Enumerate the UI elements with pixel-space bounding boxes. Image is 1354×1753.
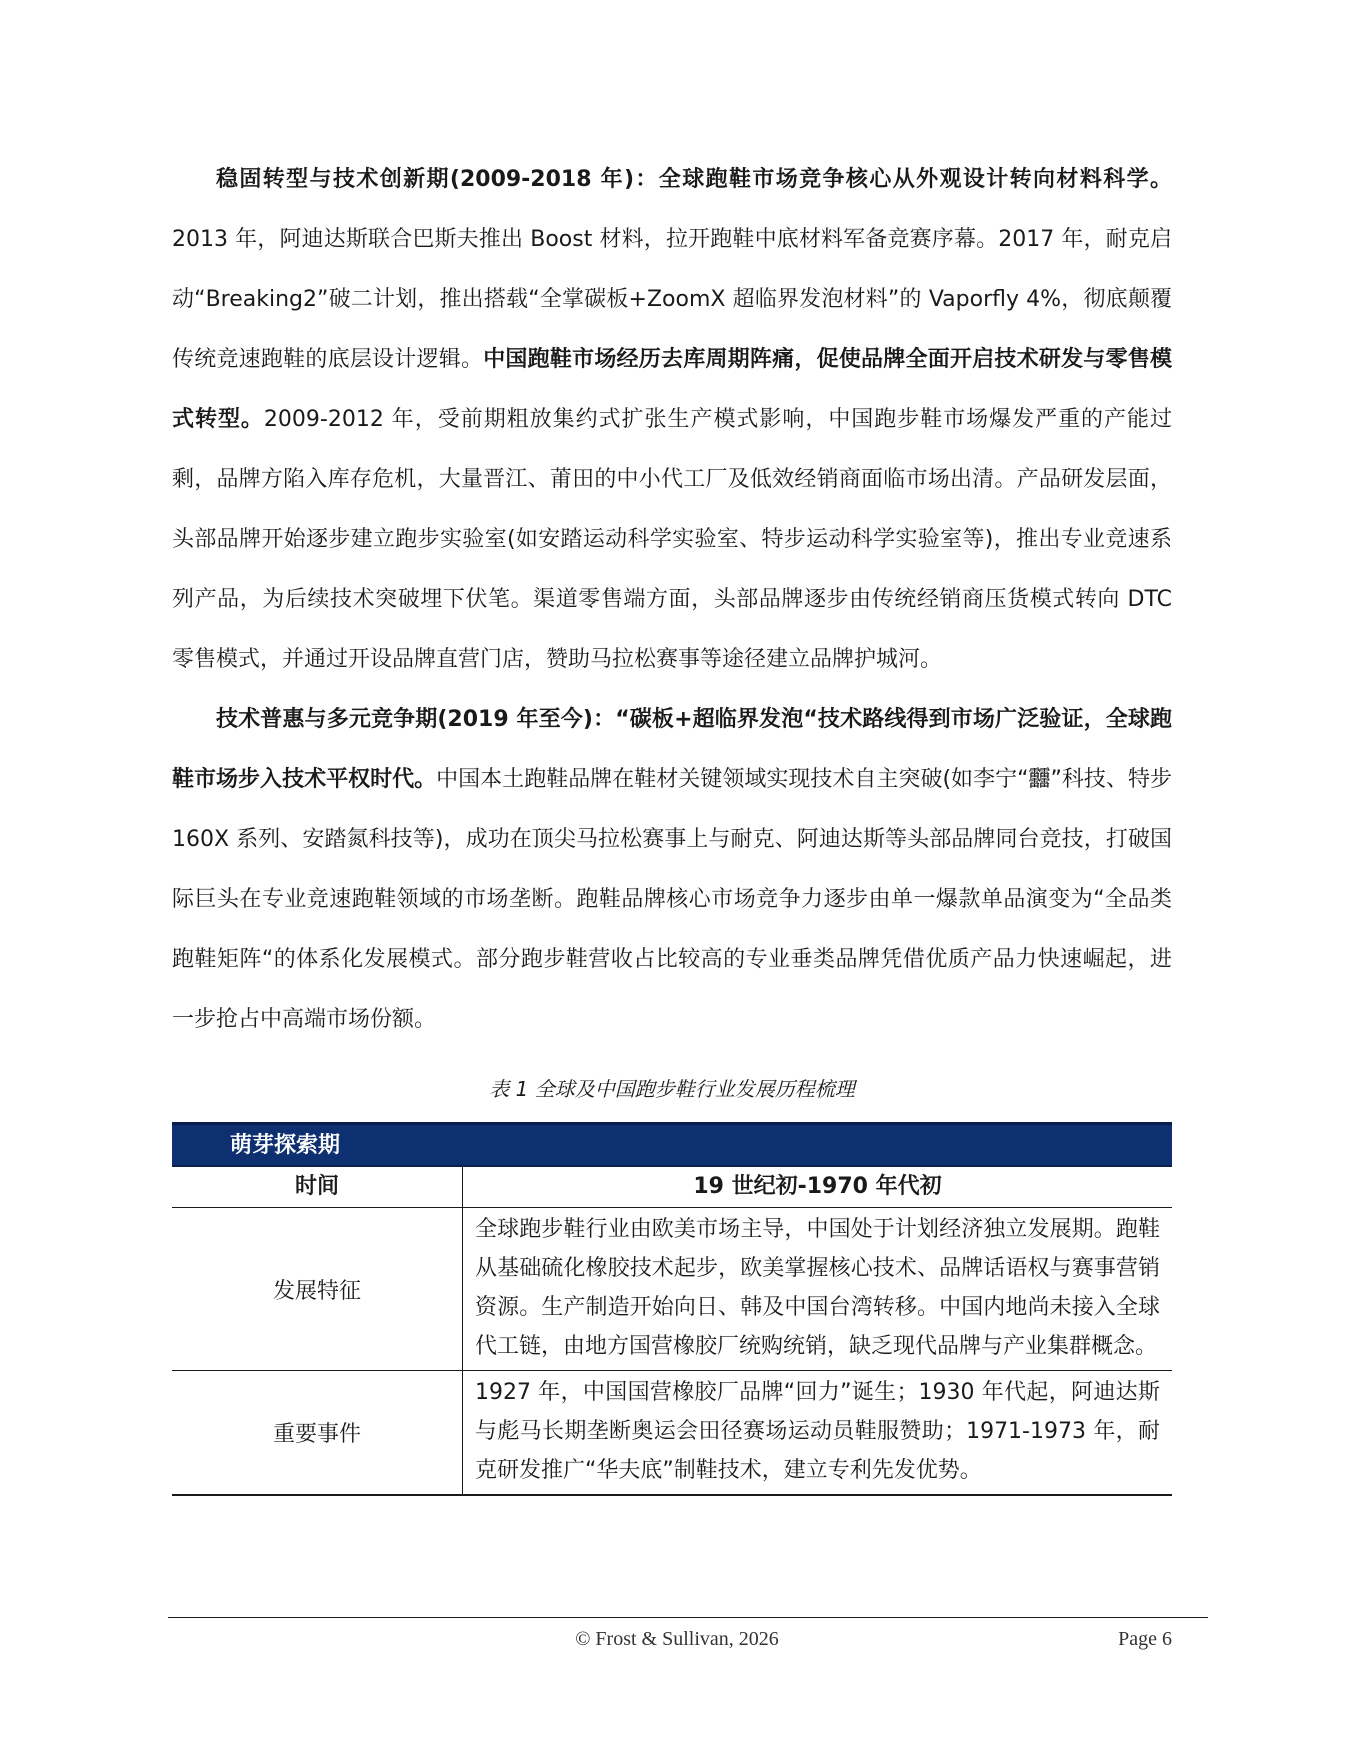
paragraph-transformation-period [172,150,1172,690]
footer-copyright: © Frost & Sullivan, 2026 [575,1628,779,1650]
row-label: 发展特征 [172,1208,463,1371]
table-caption: 表 1 全球及中国跑步鞋行业发展历程梳理 [489,1077,855,1101]
footer-page-number: Page 6 [1118,1628,1172,1650]
paragraph-lead-heading: 技术普惠与多元竞争期(2019 年至今)：“碳板+超临界发泡“技术路线得到市场广泛验证，全球跑鞋市场步入技术平权时代。 [172,707,1172,792]
footer-divider [168,1617,1208,1618]
paragraph-text: 2009-2012 年，受前期粗放集约式扩张生产模式影响，中国跑步鞋市场爆发严重的产能过剩，品牌方陷入库存危机，大量晋江、莆田的中小代工厂及低效经销商面临市场出清。产品研发层面，头部品牌开始逐步建立跑步实验室(如安踏运动科学实验室、特步运动科学实验室等)，推出专业竞速系列产品，为后续技术突破埋下伏笔。渠道零售端方面，头部品牌逐步由传统经销商压货模式转向 DTC 零售模式，并通过开设品牌直营门店，赞助马拉松赛事等途径建立品牌护城河。 [172,407,1172,672]
row-content: 全球跑步鞋行业由欧美市场主导，中国处于计划经济独立发展期。跑鞋从基础硫化橡胶技术起步，欧美掌握核心技术、品牌话语权与赛事营销资源。生产制造开始向日、韩及中国台湾转移。中国内地尚未接入全球代工链，由地方国营橡胶厂统购统销，缺乏现代品牌与产业集群概念。 [463,1208,1173,1371]
paragraph-lead-heading: 稳固转型与技术创新期(2009-2018 年)：全球跑鞋市场竞争核心从外观设计转向材料科学。 [216,167,1172,192]
row-content: 1927 年，中国国营橡胶厂品牌“回力”诞生；1930 年代起，阿迪达斯与彪马长期垄断奥运会田径赛场运动员鞋服赞助；1971-1973 年，耐克研发推广“华夫底”制鞋技术，建立专利先发优势。 [463,1371,1173,1496]
paragraph-text: 2013 年，阿迪达斯联合巴斯夫推出 Boost 材料，拉开跑鞋中底材料军备竞赛序幕。2017 年，耐克启动“Breaking2”破二计划，推出搭载“全掌碳板+ZoomX 超临界发泡材料”的 Vaporfly 4%，彻底颠覆传统竞速跑鞋的底层设计逻辑。 [172,227,1172,372]
table-row [172,1371,1172,1496]
paragraph-inline-heading: 中国跑鞋市场经历去库周期阵痛，促使品牌全面开启技术研发与零售模式转型。 [172,347,1172,432]
paragraph-tech-popularization-period [172,690,1172,1050]
row-label: 重要事件 [172,1371,463,1496]
table-column-header-row [172,1166,1172,1208]
development-history-table [172,1122,1172,1496]
column-header-time: 时间 [172,1166,463,1208]
paragraph-text: 中国本土跑鞋品牌在鞋材关键领域实现技术自主突破(如李宁“䨻”科技、特步 160X 系列、安踏氮科技等)，成功在顶尖马拉松赛事上与耐克、阿迪达斯等头部品牌同台竞技，打破国际巨头在专业竞速跑鞋领域的市场垄断。跑鞋品牌核心市场竞争力逐步由单一爆款单品演变为“全品类跑鞋矩阵“的体系化发展模式。部分跑步鞋营收占比较高的专业垂类品牌凭借优质产品力快速崛起，进一步抢占中高端市场份额。 [172,767,1172,1032]
table-stage-header-row [172,1124,1172,1167]
column-header-period: 19 世纪初-1970 年代初 [463,1166,1173,1208]
report-body [172,150,1172,1496]
stage-title: 萌芽探索期 [172,1124,1172,1167]
table-row [172,1208,1172,1371]
